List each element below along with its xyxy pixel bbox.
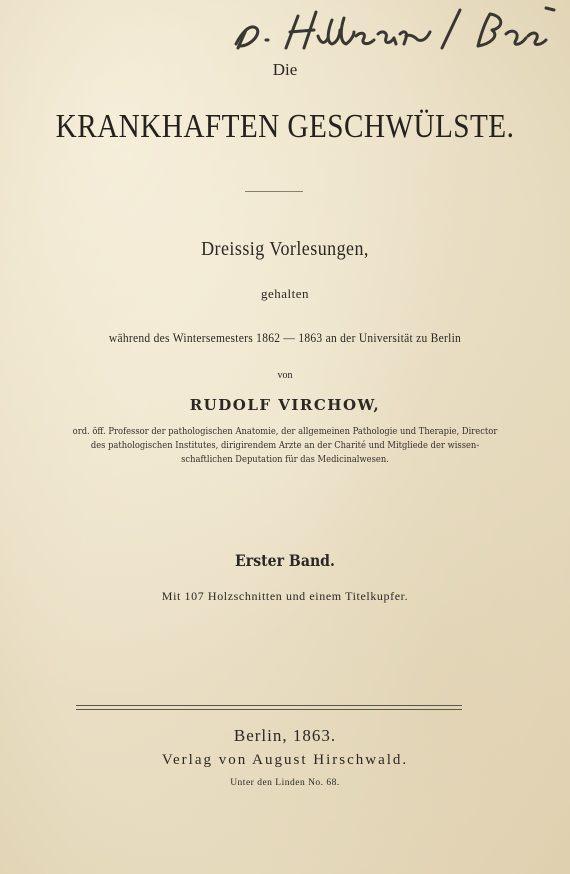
imprint-publisher: Verlag von August Hirschwald.	[161, 752, 409, 768]
imprint-divider	[76, 705, 462, 710]
handwritten-signature	[228, 2, 558, 54]
by-line: von	[277, 370, 293, 381]
imprint-address: Unter den Linden No. 68.	[230, 778, 340, 788]
subtitle: Dreissig Vorlesungen,	[201, 238, 369, 260]
title-prefix: Die	[272, 60, 298, 79]
imprint-place-year: Berlin, 1863.	[233, 726, 337, 745]
book-title: KRANKHAFTEN GESCHWÜLSTE.	[55, 108, 515, 145]
author-credentials-line: schaftlichen Deputation für das Medicinalwesen.	[181, 454, 389, 465]
illustrations-note: Mit 107 Holzschnitten und einem Titelkupfer.	[161, 589, 409, 603]
volume-label: Erster Band.	[235, 551, 335, 570]
author-name: RUDOLF VIRCHOW,	[189, 396, 381, 414]
semester-line: während des Wintersemesters 1862 — 1863 an der Universität zu Berlin	[108, 331, 462, 345]
author-credentials-line: ord. öff. Professor der pathologischen Anatomie, der allgemeinen Pathologie und Therapie, Director	[72, 426, 498, 437]
held-line: gehalten	[260, 286, 310, 301]
title-divider	[245, 191, 303, 192]
author-credentials-line: des pathologischen Institutes, dirigirendem Arzte an der Charité und Mitgliede der wissen-	[90, 440, 480, 451]
